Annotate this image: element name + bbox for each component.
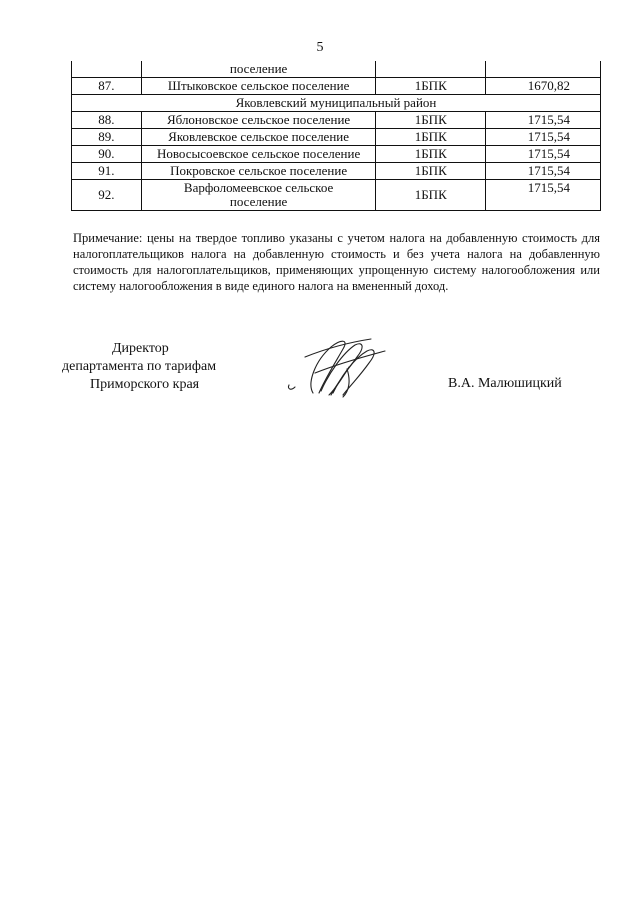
price-cell: 1715,54 — [486, 163, 601, 180]
signatory-title-line: Приморского края — [90, 377, 200, 392]
signatory-title-line: Директор — [112, 341, 169, 356]
signatory-title — [62, 340, 216, 394]
price-cell: 1715,54 — [486, 180, 601, 211]
settlement-name-cell: Новосысоевское сельское поселение — [141, 146, 376, 163]
fuel-type-cell: 1БПК — [376, 180, 486, 211]
fuel-type-cell: 1БПК — [376, 163, 486, 180]
settlement-name-line: поселение — [229, 194, 288, 209]
fuel-type-cell: 1БПК — [376, 78, 486, 95]
price-cell: 1715,54 — [486, 146, 601, 163]
row-number-cell — [72, 61, 142, 78]
handwritten-signature — [285, 333, 395, 403]
row-number-cell: 88. — [72, 112, 142, 129]
settlement-name-cell: Яковлевское сельское поселение — [141, 129, 376, 146]
settlement-name-cell: Штыковское сельское поселение — [141, 78, 376, 95]
table-row — [72, 163, 601, 180]
row-number-cell: 92. — [72, 180, 142, 211]
fuel-type-cell — [376, 61, 486, 78]
table-row — [72, 61, 601, 78]
settlement-name-cell: поселение — [141, 61, 376, 78]
row-number-cell: 87. — [72, 78, 142, 95]
page-number: 5 — [316, 40, 324, 55]
price-cell: 1715,54 — [486, 112, 601, 129]
row-number-cell: 91. — [72, 163, 142, 180]
table-row — [72, 78, 601, 95]
signatory-title-line: департамента по тарифам — [62, 359, 217, 374]
price-cell — [486, 61, 601, 78]
price-cell: 1670,82 — [486, 78, 601, 95]
table-row — [72, 129, 601, 146]
settlement-name-line: Варфоломеевское сельское — [183, 180, 334, 195]
district-header: Яковлевский муниципальный район — [72, 95, 601, 112]
price-cell: 1715,54 — [486, 129, 601, 146]
fuel-type-cell: 1БПК — [376, 129, 486, 146]
row-number-cell: 89. — [72, 129, 142, 146]
table-row — [72, 146, 601, 163]
settlement-name-cell: Яблоновское сельское поселение — [141, 112, 376, 129]
settlement-name-cell — [141, 180, 376, 211]
row-number-cell: 90. — [72, 146, 142, 163]
fuel-price-table — [71, 61, 601, 211]
fuel-type-cell: 1БПК — [376, 146, 486, 163]
table-row — [72, 180, 601, 211]
fuel-type-cell: 1БПК — [376, 112, 486, 129]
signer-name: В.А. Малюшицкий — [448, 376, 562, 391]
price-note: Примечание: цены на твердое топливо указаны с учетом налога на добавленную стоимость для налогоплательщиков налога на добавленную стоимость и без учета налога на добавленную стоимость для налогоплательщиков, применяющих упрощенную систему налогообложения или систему налогообложения в виде единого налога на вмененный доход. — [73, 231, 600, 293]
settlement-name-cell: Покровское сельское поселение — [141, 163, 376, 180]
section-header-row — [72, 95, 601, 112]
table-row — [72, 112, 601, 129]
